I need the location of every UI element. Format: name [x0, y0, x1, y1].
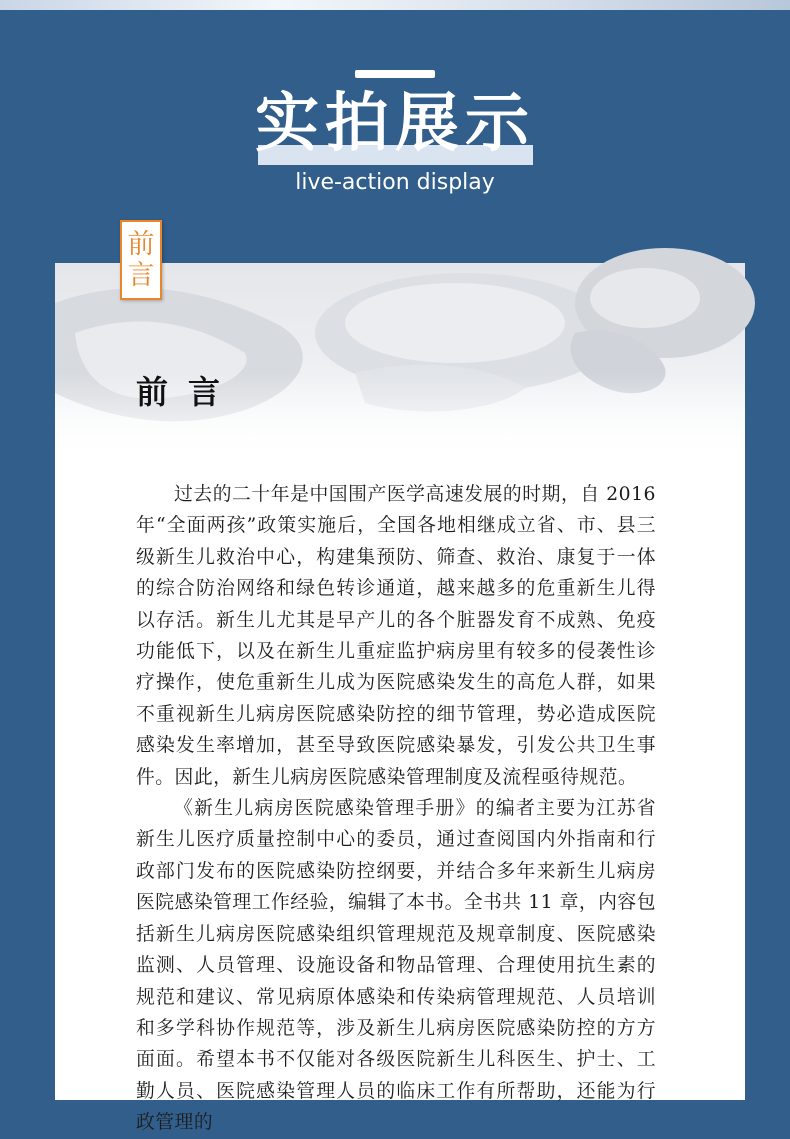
document-page: [55, 263, 745, 1134]
page-subtitle: live-action display: [295, 170, 495, 195]
section-tab-char-1: 前: [127, 229, 155, 260]
section-tab-char-2: 言: [127, 260, 155, 291]
section-tab: [120, 220, 162, 300]
doc-heading: 前言: [136, 373, 241, 411]
top-photo-strip: [0, 0, 790, 10]
title-decoration-bar: [355, 70, 435, 78]
page-title: 实拍展示: [255, 87, 535, 161]
paragraph: 过去的二十年是中国围产医学高速发展的时期，自 2016 年“全面两孩”政策实施后，全国各地相继成立省、市、县三级新生儿救治中心，构建集预防、筛查、救治、康复于一体的综合防治网络和绿色转诊通道，越来越多的危重新生儿得以存活。新生儿尤其是早产儿的各个脏器发育不成熟、免疫功能低下，以及在新生儿重症监护病房里有较多的侵袭性诊疗操作，使危重新生儿成为医院感染发生的高危人群，如果不重视新生儿病房医院感染防控的细节管理，势必造成医院感染发生率增加，甚至导致医院感染暴发，引发公共卫生事件。因此，新生儿病房医院感染管理制度及流程亟待规范。: [136, 484, 656, 788]
doc-body: [136, 479, 656, 1139]
paragraph: 《新生儿病房医院感染管理手册》的编者主要为江苏省新生儿医疗质量控制中心的委员，通过查阅国内外指南和行政部门发布的医院感染防控纲要，并结合多年来新生儿病房医院感染管理工作经验，编辑了本书。全书共 11 章，内容包括新生儿病房医院感染组织管理规范及规章制度、医院感染监测、人员管理、设施设备和物品管理、合理使用抗生素的规范和建议、常见病原体感染和传染病管理规范、人员培训和多学科协作规范等，涉及新生儿病房医院感染防控的方方面面。希望本书不仅能对各级医院新生儿科医生、护士、工勤人员、医院感染管理人员的临床工作有所帮助，还能为行政管理的: [136, 798, 656, 1134]
